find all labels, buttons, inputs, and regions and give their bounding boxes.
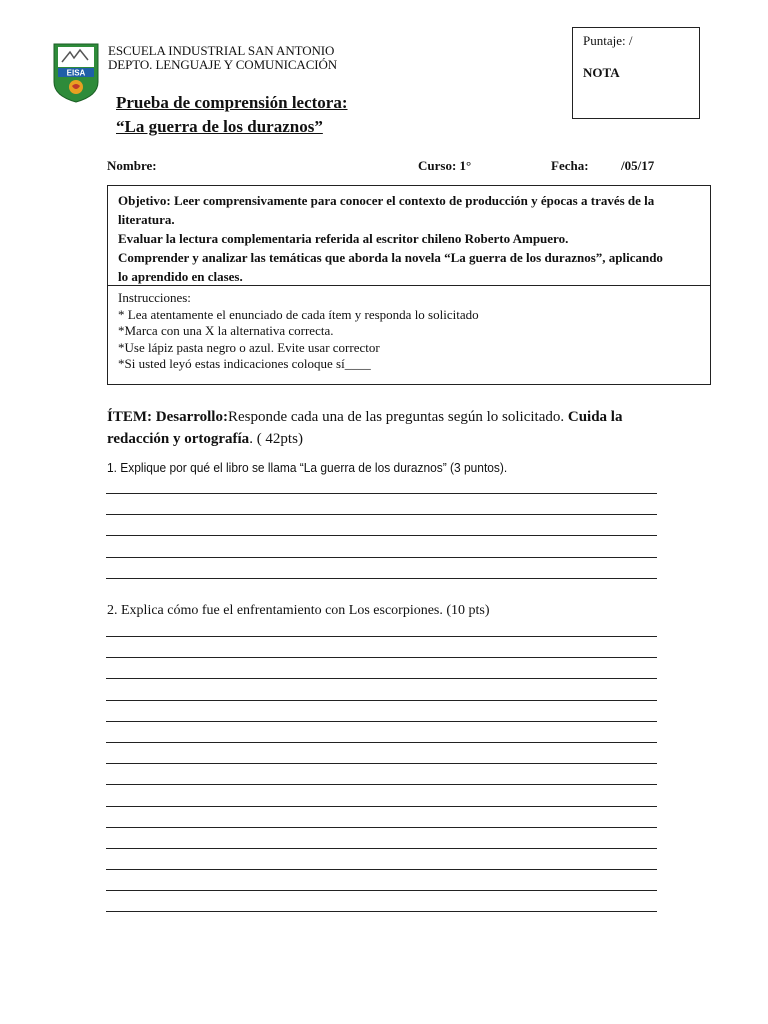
answer-line[interactable] — [106, 742, 657, 743]
fecha-value: /05/17 — [621, 158, 655, 173]
objective-box — [107, 185, 711, 385]
answer-line[interactable] — [106, 848, 657, 849]
curso-label: Curso: 1° — [418, 158, 472, 173]
question-2: 2. Explica cómo fue el enfrentamiento con Los escorpiones. (10 pts) — [107, 603, 490, 618]
instructions — [118, 290, 479, 373]
objective-line: Objetivo: Leer comprensivamente para conocer el contexto de producción y épocas a través de la — [118, 193, 655, 208]
answer-line[interactable] — [106, 578, 657, 579]
school-name: ESCUELA INDUSTRIAL SAN ANTONIO — [108, 43, 335, 58]
department-name: DEPTO. LENGUAJE Y COMUNICACIÓN — [108, 57, 338, 72]
question-1: 1. Explique por qué el libro se llama “La guerra de los duraznos” (3 puntos). — [107, 460, 508, 475]
page-title — [116, 91, 348, 139]
item-bold-text: Cuida la redacción y ortografía — [107, 409, 623, 447]
objective-line: Evaluar la lectura complementaria referida al escritor chileno Roberto Ampuero. — [118, 231, 569, 246]
answer-lines-1[interactable] — [106, 493, 657, 599]
answer-line[interactable] — [106, 784, 657, 785]
objective-text — [118, 191, 700, 286]
answer-line[interactable] — [106, 890, 657, 891]
answer-line[interactable] — [106, 700, 657, 701]
score-box — [572, 27, 700, 119]
logo-text: EISA — [66, 68, 86, 78]
puntaje-label: Puntaje: / — [583, 33, 633, 48]
answer-line[interactable] — [106, 636, 657, 637]
item-points: . ( 42pts) — [249, 431, 303, 447]
objective-line: lo aprendido en clases. — [118, 269, 243, 284]
objective-line: Comprender y analizar las temáticas que aborda la novela “La guerra de los duraznos”, aplicando — [118, 250, 663, 265]
nombre-label: Nombre: — [107, 158, 157, 173]
instructions-heading: Instrucciones: — [118, 290, 191, 305]
school-header — [108, 44, 337, 72]
answer-line[interactable] — [106, 493, 657, 494]
item-text: Responde cada una de las preguntas según lo solicitado. — [227, 409, 565, 425]
answer-line[interactable] — [106, 514, 657, 515]
item-heading — [107, 406, 667, 450]
instruction-line: *Marca con una X la alternativa correcta. — [118, 323, 334, 338]
school-logo — [52, 42, 100, 104]
item-label: ÍTEM: Desarrollo: — [107, 409, 228, 425]
instruction-line: *Si usted leyó estas indicaciones coloque sí____ — [118, 356, 371, 371]
objective-line: literatura. — [118, 212, 175, 227]
answer-line[interactable] — [106, 657, 657, 658]
answer-line[interactable] — [106, 763, 657, 764]
answer-line[interactable] — [106, 806, 657, 807]
instruction-line: * Lea atentamente el enunciado de cada ítem y responda lo solicitado — [118, 306, 479, 322]
instruction-line: *Use lápiz pasta negro o azul. Evite usar corrector — [118, 339, 380, 355]
title-line-2: “La guerra de los duraznos” — [116, 117, 323, 136]
box-divider — [108, 285, 710, 286]
answer-line[interactable] — [106, 535, 657, 536]
fecha-label: Fecha: — [551, 158, 589, 173]
answer-lines-2[interactable] — [106, 636, 657, 933]
answer-line[interactable] — [106, 678, 657, 679]
answer-line[interactable] — [106, 911, 657, 912]
answer-line[interactable] — [106, 869, 657, 870]
answer-line[interactable] — [106, 557, 657, 558]
answer-line[interactable] — [106, 827, 657, 828]
nota-label: NOTA — [583, 65, 620, 80]
answer-line[interactable] — [106, 721, 657, 722]
title-line-1: Prueba de comprensión lectora: — [116, 93, 348, 112]
